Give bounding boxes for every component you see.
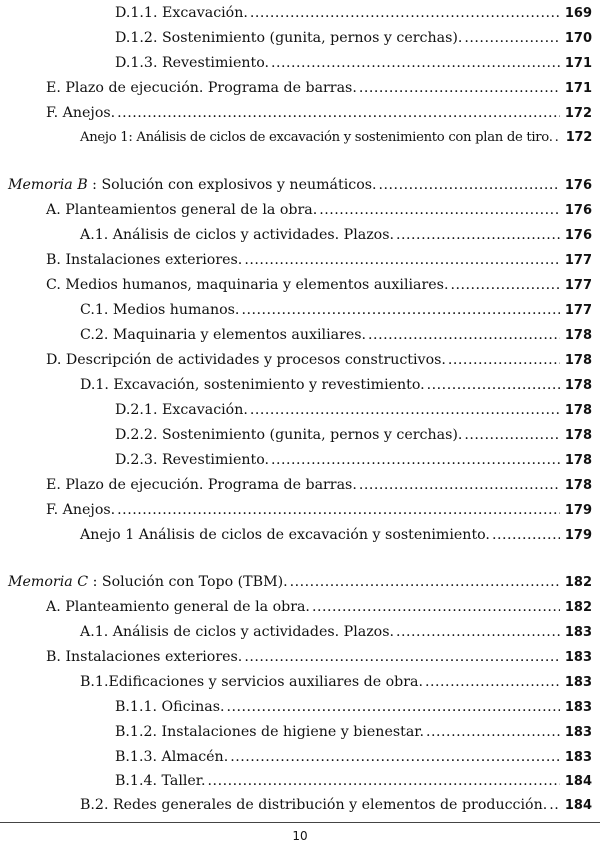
toc-page-number: 179 (564, 528, 592, 543)
toc-section-entry (8, 573, 592, 591)
toc-entry-text: Anejo 1 Análisis de ciclos de excavación y sostenimiento. (80, 527, 490, 543)
dot-leader (319, 201, 560, 219)
toc-page-number: 184 (564, 798, 592, 813)
toc-entry (46, 476, 592, 494)
dot-leader (396, 226, 560, 244)
toc-page-number: 178 (564, 428, 592, 443)
toc-section-entry (8, 176, 592, 194)
toc-entry (115, 723, 592, 741)
toc-entry (115, 54, 592, 72)
toc-entry-text: B.2. Redes generales de distribución y elementos de producción. (80, 797, 548, 813)
toc-entry (80, 673, 592, 691)
dot-leader (208, 772, 560, 790)
toc-page-number: 183 (564, 725, 592, 740)
toc-page-number: 178 (564, 403, 592, 418)
memoria-label: Memoria C (8, 574, 89, 590)
toc-entry-text: B.1.Edificaciones y servicios auxiliares de obra. (80, 674, 424, 690)
toc-entry-text: E. Plazo de ejecución. Programa de barras. (46, 80, 357, 96)
toc-entry-text (8, 176, 377, 194)
dot-leader (244, 251, 560, 269)
toc-entry-text: B.1.4. Taller. (115, 773, 206, 789)
toc-entry-text: A.1. Análisis de ciclos y actividades. Plazos. (80, 624, 395, 640)
dot-leader (312, 598, 560, 616)
toc-page-number: 172 (565, 130, 592, 145)
toc-entry-text: D. Descripción de actividades y procesos constructivos. (46, 352, 446, 368)
toc-page-number: 183 (564, 675, 592, 690)
toc-page-number: 182 (564, 600, 592, 615)
toc-page-number: 171 (564, 81, 592, 96)
dot-leader (359, 476, 560, 494)
toc-entry (46, 351, 592, 369)
toc-entry (115, 748, 592, 766)
dot-leader (492, 526, 560, 544)
toc-entry-text: B. Instalaciones exteriores. (46, 252, 243, 268)
toc-entry-text: Anejo 1: Análisis de ciclos de excavación y sostenimiento con plan de tiro. (80, 130, 553, 145)
toc-entry (46, 276, 592, 294)
toc-page-number: 178 (564, 453, 592, 468)
toc-page-number: 177 (564, 278, 592, 293)
toc-entry-text: A.1. Análisis de ciclos y actividades. Plazos. (80, 227, 395, 243)
toc-entry-text: A. Planteamientos general de la obra. (46, 202, 318, 218)
toc-entry (46, 104, 592, 122)
dot-leader (425, 673, 560, 691)
dot-leader (379, 176, 560, 194)
dot-leader (244, 648, 560, 666)
dot-leader (230, 748, 560, 766)
dot-leader (250, 401, 560, 419)
memoria-title: : Solución con Topo (TBM). (88, 574, 288, 590)
toc-page-number: 179 (564, 503, 592, 518)
toc-entry (80, 376, 592, 394)
toc-entry (80, 326, 592, 344)
footer-rule (0, 822, 600, 823)
toc-page-number: 171 (564, 56, 592, 71)
dot-leader (117, 501, 560, 519)
dot-leader (241, 301, 560, 319)
toc-page-number: 178 (564, 353, 592, 368)
dot-leader (290, 573, 560, 591)
toc-entry (80, 301, 592, 319)
dot-leader (271, 451, 560, 469)
memoria-label: Memoria B (8, 177, 88, 193)
toc-entry-text: F. Anejos. (46, 105, 116, 121)
toc-entry-text: D.2.3. Revestimiento. (115, 452, 269, 468)
toc-page-number: 169 (564, 6, 592, 21)
toc-entry-text: D.1.1. Excavación. (115, 5, 248, 21)
toc-page-number: 178 (564, 478, 592, 493)
toc-entry-text: B. Instalaciones exteriores. (46, 649, 243, 665)
toc-entry (115, 698, 592, 716)
toc-entry (46, 598, 592, 616)
toc-entry-text: D.1.3. Revestimiento. (115, 55, 269, 71)
toc-page-number: 183 (564, 650, 592, 665)
dot-leader (464, 29, 560, 47)
toc-page-number: 182 (564, 575, 592, 590)
toc-entry (46, 79, 592, 97)
toc-entry (80, 129, 592, 147)
toc-page-number: 177 (564, 303, 592, 318)
toc-page-number: 177 (564, 253, 592, 268)
toc-entry (115, 4, 592, 22)
toc-entry-text: C. Medios humanos, maquinaria y elementos auxiliares. (46, 277, 449, 293)
toc-entry (115, 29, 592, 47)
toc-entry (46, 501, 592, 519)
toc-entry-text: A. Planteamiento general de la obra. (46, 599, 310, 615)
toc-entry (115, 772, 592, 790)
toc-page-number: 176 (564, 228, 592, 243)
toc-entry-text: D.2.2. Sostenimiento (gunita, pernos y cerchas). (115, 427, 463, 443)
toc-entry (46, 648, 592, 666)
toc-entry-text: C.1. Medios humanos. (80, 302, 240, 318)
toc-page-number: 170 (564, 31, 592, 46)
page-number: 10 (292, 829, 308, 843)
dot-leader (448, 351, 560, 369)
dot-leader (226, 698, 560, 716)
toc-entry (115, 451, 592, 469)
toc-entry (80, 226, 592, 244)
toc-entry-text: D.1.2. Sostenimiento (gunita, pernos y cerchas). (115, 30, 463, 46)
toc-page-number: 176 (564, 178, 592, 193)
toc-entry-text: E. Plazo de ejecución. Programa de barras. (46, 477, 357, 493)
toc-page-number: 178 (564, 328, 592, 343)
toc-page-number: 183 (564, 750, 592, 765)
toc-entry-text: B.1.3. Almacén. (115, 749, 229, 765)
toc-entry (80, 796, 592, 814)
dot-leader (271, 54, 560, 72)
dot-leader (555, 129, 560, 147)
toc-page-number: 172 (564, 106, 592, 121)
toc-entry-text: B.1.1. Oficinas. (115, 699, 225, 715)
toc-entry (115, 426, 592, 444)
toc-entry-text: F. Anejos. (46, 502, 116, 518)
dot-leader (450, 276, 560, 294)
memoria-title: : Solución con explosivos y neumáticos. (87, 177, 377, 193)
toc-entry-text: C.2. Maquinaria y elementos auxiliares. (80, 327, 367, 343)
toc-page-number: 176 (564, 203, 592, 218)
toc-page-number: 183 (564, 625, 592, 640)
toc-page-number: 178 (564, 378, 592, 393)
toc-entry (80, 623, 592, 641)
dot-leader (427, 376, 560, 394)
toc-entry-text: B.1.2. Instalaciones de higiene y bienestar. (115, 724, 425, 740)
dot-leader (396, 623, 560, 641)
toc-entry-text: D.1. Excavación, sostenimiento y revestimiento. (80, 377, 425, 393)
dot-leader (368, 326, 560, 344)
dot-leader (464, 426, 560, 444)
toc-entry (115, 401, 592, 419)
toc-page-number: 183 (564, 700, 592, 715)
toc-entry-text (8, 573, 288, 591)
dot-leader (250, 4, 560, 22)
dot-leader (549, 796, 560, 814)
toc-entry (46, 251, 592, 269)
dot-leader (117, 104, 560, 122)
toc-entry (46, 201, 592, 219)
dot-leader (426, 723, 560, 741)
toc-page-number: 184 (564, 774, 592, 789)
toc-entry (80, 526, 592, 544)
dot-leader (359, 79, 560, 97)
toc-entry-text: D.2.1. Excavación. (115, 402, 248, 418)
